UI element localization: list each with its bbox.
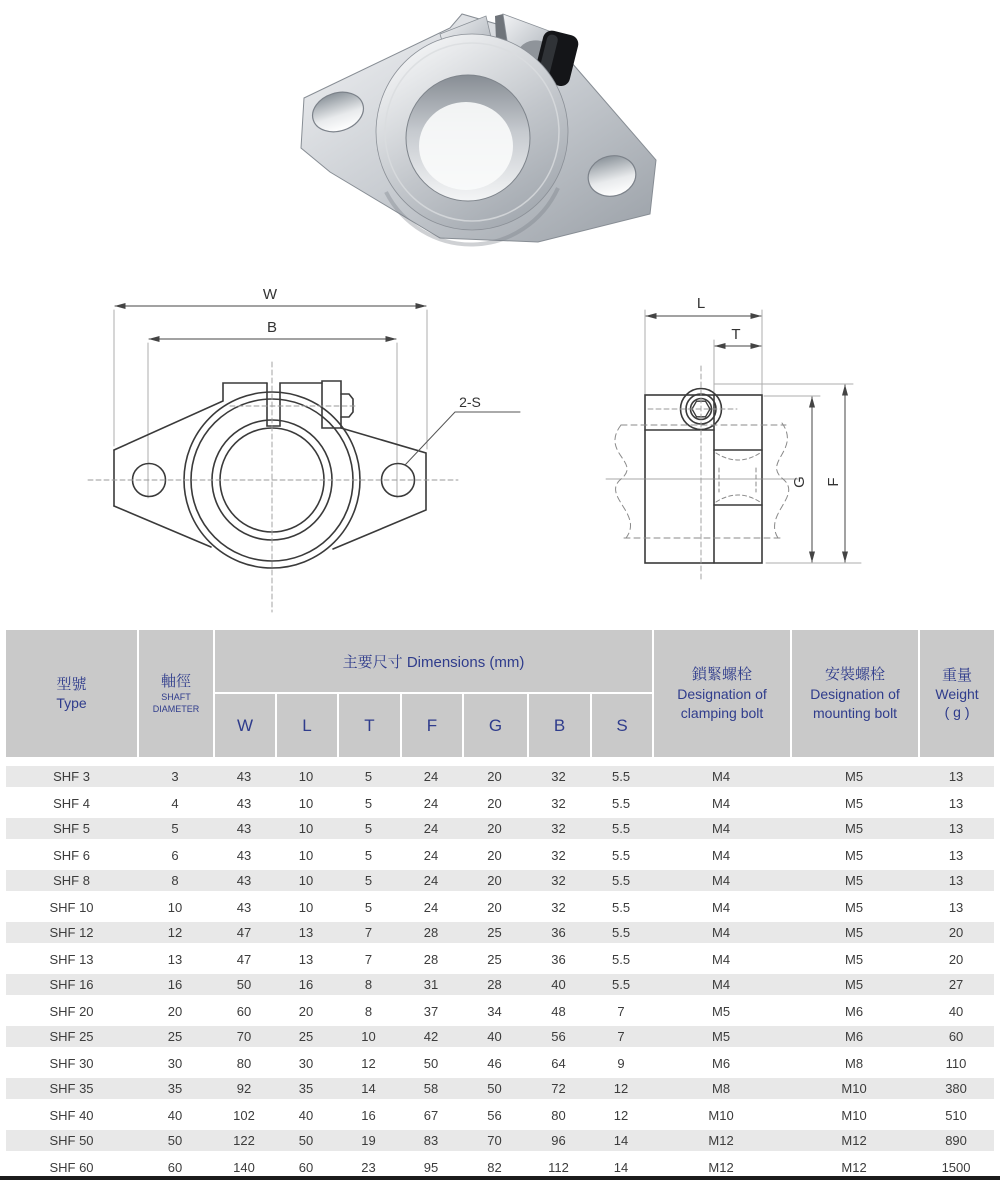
table-cell: SHF 16 xyxy=(6,972,137,998)
header-type-en: Type xyxy=(56,694,87,711)
table-cell: M6 xyxy=(790,1024,918,1050)
table-cell: 13 xyxy=(275,946,337,972)
table-cell: M12 xyxy=(790,1154,918,1180)
table-cell: 60 xyxy=(275,1154,337,1180)
table-cell: 95 xyxy=(400,1154,462,1180)
table-cell: 13 xyxy=(918,764,994,790)
table-cell: 43 xyxy=(213,842,275,868)
table-cell: 890 xyxy=(918,1128,994,1154)
table-cell: 32 xyxy=(527,894,590,920)
table-cell: 7 xyxy=(590,1024,652,1050)
table-cell: M5 xyxy=(790,842,918,868)
table-row xyxy=(6,972,994,998)
table-cell: 12 xyxy=(590,1102,652,1128)
table-cell: M4 xyxy=(652,894,790,920)
table-cell: SHF 40 xyxy=(6,1102,137,1128)
dim-label-g: G xyxy=(791,476,808,488)
table-cell: M5 xyxy=(790,790,918,816)
table-cell: 7 xyxy=(337,920,400,946)
table-cell: M5 xyxy=(790,946,918,972)
table-cell: 60 xyxy=(137,1154,213,1180)
table-cell: SHF 20 xyxy=(6,998,137,1024)
table-cell: 19 xyxy=(337,1128,400,1154)
table-cell: 16 xyxy=(275,972,337,998)
header-weight-unit: ( g ) xyxy=(944,703,970,720)
table-cell: 82 xyxy=(462,1154,527,1180)
table-cell: M4 xyxy=(652,920,790,946)
table-cell: 60 xyxy=(213,998,275,1024)
table-cell: 122 xyxy=(213,1128,275,1154)
table-cell: 72 xyxy=(527,1076,590,1102)
table-cell: 20 xyxy=(918,946,994,972)
table-cell: 48 xyxy=(527,998,590,1024)
table-cell: M4 xyxy=(652,972,790,998)
table-cell: SHF 35 xyxy=(6,1076,137,1102)
table-cell: 5 xyxy=(337,764,400,790)
table-cell: 5 xyxy=(337,842,400,868)
table-cell: 5.5 xyxy=(590,842,652,868)
table-cell: 43 xyxy=(213,868,275,894)
table-cell: 13 xyxy=(275,920,337,946)
table-cell: 13 xyxy=(918,868,994,894)
table-cell: SHF 4 xyxy=(6,790,137,816)
table-cell: 13 xyxy=(918,894,994,920)
table-cell: 80 xyxy=(527,1102,590,1128)
leader-2s xyxy=(405,412,520,465)
table-cell: M12 xyxy=(652,1154,790,1180)
table-cell: 40 xyxy=(462,1024,527,1050)
technical-drawings xyxy=(0,278,1000,623)
table-cell: 25 xyxy=(275,1024,337,1050)
table-cell: M4 xyxy=(652,868,790,894)
table-row xyxy=(6,1128,994,1154)
table-cell: 6 xyxy=(137,842,213,868)
table-cell: 5 xyxy=(337,868,400,894)
table-cell: SHF 8 xyxy=(6,868,137,894)
table-cell: 92 xyxy=(213,1076,275,1102)
photo-bore-inner xyxy=(419,102,513,190)
table-cell: SHF 6 xyxy=(6,842,137,868)
table-cell: 50 xyxy=(213,972,275,998)
table-cell: 5 xyxy=(337,894,400,920)
table-cell: M10 xyxy=(652,1102,790,1128)
table-cell: 83 xyxy=(400,1128,462,1154)
table-cell: 50 xyxy=(275,1128,337,1154)
table-cell: M10 xyxy=(790,1076,918,1102)
table-cell: 5.5 xyxy=(590,894,652,920)
table-row xyxy=(6,764,994,790)
table-cell: 8 xyxy=(137,868,213,894)
table-cell: 24 xyxy=(400,842,462,868)
table-cell: 5 xyxy=(137,816,213,842)
table-cell: 40 xyxy=(527,972,590,998)
table-row xyxy=(6,868,994,894)
table-cell: 10 xyxy=(275,842,337,868)
table-cell: 13 xyxy=(918,816,994,842)
header-dimensions xyxy=(213,630,652,694)
table-cell: M4 xyxy=(652,816,790,842)
table-cell: 20 xyxy=(462,764,527,790)
table-cell: 9 xyxy=(590,1050,652,1076)
table-row xyxy=(6,1050,994,1076)
header-col-b: B xyxy=(527,694,590,757)
table-cell: 36 xyxy=(527,946,590,972)
table-cell: 102 xyxy=(213,1102,275,1128)
table-cell: 64 xyxy=(527,1050,590,1076)
header-shaft-diameter xyxy=(137,630,213,757)
table-cell: 5 xyxy=(337,816,400,842)
table-cell: 32 xyxy=(527,816,590,842)
table-cell: 10 xyxy=(137,894,213,920)
table-cell: 32 xyxy=(527,790,590,816)
header-col-w: W xyxy=(213,694,275,757)
table-cell: 40 xyxy=(275,1102,337,1128)
table-cell: 47 xyxy=(213,946,275,972)
table-cell: 25 xyxy=(462,946,527,972)
header-clamping-en: Designation of clamping bolt xyxy=(677,686,767,721)
table-gap-row xyxy=(6,757,994,764)
table-cell: M6 xyxy=(652,1050,790,1076)
table-cell: 80 xyxy=(213,1050,275,1076)
table-cell: 56 xyxy=(527,1024,590,1050)
header-type-zh: 型號 xyxy=(56,675,87,693)
table-cell: 140 xyxy=(213,1154,275,1180)
table-cell: M5 xyxy=(652,1024,790,1050)
table-cell: 43 xyxy=(213,816,275,842)
table-cell: 20 xyxy=(462,790,527,816)
dim-label-f: F xyxy=(825,477,842,487)
table-cell: 12 xyxy=(337,1050,400,1076)
table-cell: 24 xyxy=(400,816,462,842)
table-cell: 7 xyxy=(590,998,652,1024)
table-cell: 14 xyxy=(337,1076,400,1102)
table-cell: 50 xyxy=(137,1128,213,1154)
table-cell: M5 xyxy=(790,868,918,894)
table-row xyxy=(6,1076,994,1102)
table-cell: M6 xyxy=(790,998,918,1024)
table-cell: SHF 10 xyxy=(6,894,137,920)
table-cell: 40 xyxy=(918,998,994,1024)
table-cell: 32 xyxy=(527,842,590,868)
table-cell: M5 xyxy=(790,764,918,790)
table-cell: 50 xyxy=(462,1076,527,1102)
table-cell: 12 xyxy=(137,920,213,946)
table-row xyxy=(6,816,994,842)
table-cell: 3 xyxy=(137,764,213,790)
table-row xyxy=(6,1024,994,1050)
table-cell: 13 xyxy=(137,946,213,972)
table-cell: 43 xyxy=(213,764,275,790)
table-cell: 24 xyxy=(400,790,462,816)
table-cell: 16 xyxy=(337,1102,400,1128)
table-cell: SHF 13 xyxy=(6,946,137,972)
table-cell: M5 xyxy=(790,920,918,946)
table-cell: 8 xyxy=(337,998,400,1024)
table-cell: 5.5 xyxy=(590,920,652,946)
header-mounting-bolt xyxy=(790,630,918,757)
table-cell: 5.5 xyxy=(590,972,652,998)
table-cell: 70 xyxy=(462,1128,527,1154)
table-cell: 46 xyxy=(462,1050,527,1076)
table-cell: 20 xyxy=(137,998,213,1024)
table-cell: SHF 5 xyxy=(6,816,137,842)
table-cell: M5 xyxy=(790,816,918,842)
table-cell: 5.5 xyxy=(590,816,652,842)
table-cell: 43 xyxy=(213,790,275,816)
table-cell: 34 xyxy=(462,998,527,1024)
table-cell: 42 xyxy=(400,1024,462,1050)
table-cell: 25 xyxy=(462,920,527,946)
header-col-g: G xyxy=(462,694,527,757)
table-cell: 10 xyxy=(275,790,337,816)
table-cell: 96 xyxy=(527,1128,590,1154)
table-cell: M5 xyxy=(652,998,790,1024)
table-row xyxy=(6,920,994,946)
table-cell: 31 xyxy=(400,972,462,998)
table-cell: 5 xyxy=(337,790,400,816)
table-cell: 47 xyxy=(213,920,275,946)
table-cell: 14 xyxy=(590,1154,652,1180)
table-cell: 510 xyxy=(918,1102,994,1128)
table-cell: 1500 xyxy=(918,1154,994,1180)
table-cell: SHF 60 xyxy=(6,1154,137,1180)
table-cell: 58 xyxy=(400,1076,462,1102)
table-cell: 12 xyxy=(590,1076,652,1102)
table-cell: 24 xyxy=(400,764,462,790)
table-cell: 43 xyxy=(213,894,275,920)
table-cell: SHF 12 xyxy=(6,920,137,946)
bottom-border-bar xyxy=(0,1176,1000,1180)
table-row xyxy=(6,842,994,868)
table-cell: M4 xyxy=(652,764,790,790)
dim-label-b: B xyxy=(266,319,278,336)
header-mounting-zh: 安裝螺栓 xyxy=(825,666,886,684)
table-cell: 32 xyxy=(527,764,590,790)
table-cell: 20 xyxy=(462,816,527,842)
table-cell: 24 xyxy=(400,894,462,920)
table-cell: 25 xyxy=(137,1024,213,1050)
table-cell: 70 xyxy=(213,1024,275,1050)
header-weight-en: Weight xyxy=(935,686,979,703)
spec-table xyxy=(6,630,994,1180)
header-col-t: T xyxy=(337,694,400,757)
table-cell: 30 xyxy=(137,1050,213,1076)
table-cell: 13 xyxy=(918,842,994,868)
header-col-f: F xyxy=(400,694,462,757)
table-cell: 7 xyxy=(337,946,400,972)
spec-table-body xyxy=(6,757,994,1180)
table-cell: 110 xyxy=(918,1050,994,1076)
header-weight xyxy=(918,630,994,757)
header-clamping-zh: 鎖緊螺栓 xyxy=(692,666,753,684)
header-weight-zh: 重量 xyxy=(942,666,973,684)
table-cell: 10 xyxy=(275,894,337,920)
table-cell: 5.5 xyxy=(590,868,652,894)
table-cell: 20 xyxy=(462,842,527,868)
table-cell: M8 xyxy=(790,1050,918,1076)
table-cell: 35 xyxy=(275,1076,337,1102)
product-photo xyxy=(290,2,670,254)
table-cell: SHF 30 xyxy=(6,1050,137,1076)
table-cell: M12 xyxy=(652,1128,790,1154)
table-cell: 50 xyxy=(400,1050,462,1076)
table-row xyxy=(6,790,994,816)
dim-label-t: T xyxy=(731,326,741,343)
table-cell: 35 xyxy=(137,1076,213,1102)
table-cell: 40 xyxy=(137,1102,213,1128)
header-clamping-bolt xyxy=(652,630,790,757)
table-cell: M5 xyxy=(790,894,918,920)
table-row xyxy=(6,946,994,972)
header-dimensions-label: 主要尺寸 Dimensions (mm) xyxy=(342,653,525,671)
header-shaft-en: SHAFT DIAMETER xyxy=(152,692,200,714)
table-cell: M4 xyxy=(652,790,790,816)
header-type xyxy=(6,630,137,757)
table-row xyxy=(6,894,994,920)
table-cell: 27 xyxy=(918,972,994,998)
table-cell: M12 xyxy=(790,1128,918,1154)
table-cell: 5.5 xyxy=(590,946,652,972)
table-cell: 60 xyxy=(918,1024,994,1050)
table-cell: 32 xyxy=(527,868,590,894)
table-cell: 28 xyxy=(400,920,462,946)
table-cell: 5.5 xyxy=(590,764,652,790)
table-cell: 28 xyxy=(400,946,462,972)
table-cell: 10 xyxy=(275,816,337,842)
table-cell: 10 xyxy=(337,1024,400,1050)
header-col-l: L xyxy=(275,694,337,757)
table-cell: 24 xyxy=(400,868,462,894)
dim-label-2s: 2-S xyxy=(459,394,481,410)
table-cell: 67 xyxy=(400,1102,462,1128)
table-cell: SHF 3 xyxy=(6,764,137,790)
header-shaft-zh: 軸徑 xyxy=(160,673,191,691)
table-cell: 8 xyxy=(337,972,400,998)
table-cell: SHF 25 xyxy=(6,1024,137,1050)
table-cell: 380 xyxy=(918,1076,994,1102)
table-cell: M4 xyxy=(652,842,790,868)
table-cell: 23 xyxy=(337,1154,400,1180)
table-cell: M5 xyxy=(790,972,918,998)
table-cell: 5.5 xyxy=(590,790,652,816)
table-cell: 20 xyxy=(918,920,994,946)
table-cell: 4 xyxy=(137,790,213,816)
table-cell: 56 xyxy=(462,1102,527,1128)
table-cell: M8 xyxy=(652,1076,790,1102)
table-cell: 13 xyxy=(918,790,994,816)
dim-label-w: W xyxy=(262,286,278,303)
table-cell: 28 xyxy=(462,972,527,998)
table-cell: M4 xyxy=(652,946,790,972)
table-cell: 20 xyxy=(462,868,527,894)
table-cell: 10 xyxy=(275,868,337,894)
table-cell: 10 xyxy=(275,764,337,790)
table-cell: 14 xyxy=(590,1128,652,1154)
table-cell: SHF 50 xyxy=(6,1128,137,1154)
header-col-s: S xyxy=(590,694,652,757)
table-cell: 36 xyxy=(527,920,590,946)
table-cell: 30 xyxy=(275,1050,337,1076)
header-mounting-en: Designation of mounting bolt xyxy=(810,686,900,721)
front-view-drawing xyxy=(88,286,520,612)
table-cell: 37 xyxy=(400,998,462,1024)
table-cell: 16 xyxy=(137,972,213,998)
table-cell: 20 xyxy=(275,998,337,1024)
table-cell: M10 xyxy=(790,1102,918,1128)
table-cell: 20 xyxy=(462,894,527,920)
table-row xyxy=(6,998,994,1024)
dim-label-l: L xyxy=(696,295,706,312)
table-cell: 112 xyxy=(527,1154,590,1180)
table-row xyxy=(6,1102,994,1128)
side-view-drawing xyxy=(606,295,861,580)
